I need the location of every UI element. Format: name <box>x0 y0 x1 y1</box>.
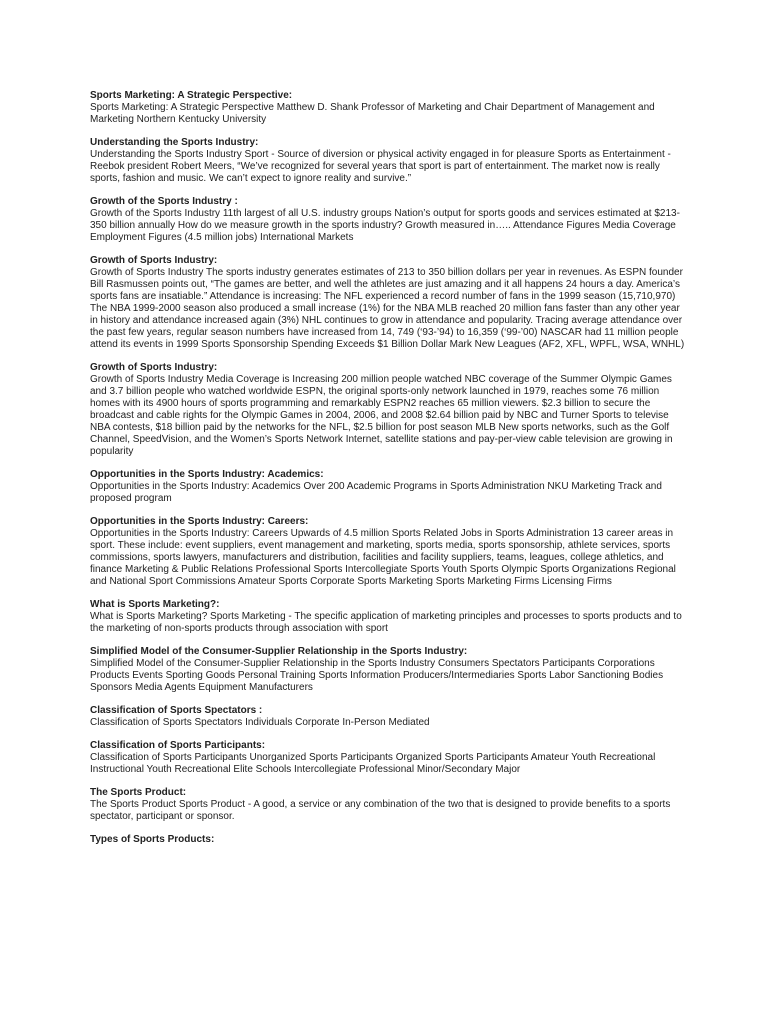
section-growth-industry <box>90 196 690 244</box>
section-heading: Opportunities in the Sports Industry: Careers: <box>90 516 309 527</box>
section-growth-attendance <box>90 255 690 351</box>
section-heading: What is Sports Marketing?: <box>90 599 220 610</box>
section-text: Opportunities in the Sports Industry: Careers Upwards of 4.5 million Sports Related Jobs in Sports Administration 13 career areas in sport. These include: event suppliers, event management and marketing, sports media, sports sponsorship, athlete services, sports commissions, sports lawyers, manufacturers and distribution, facilities and facility suppliers, teams, leagues, college athletics, and finance Marketing & Public Relations Professional Sports Intercollegiate Sports Youth Sports Olympic Sports Organizations Regional and National Sport Commissions Amateur Sports Corporate Sports Marketing Sports Marketing Firms Licensing Firms <box>90 528 676 587</box>
section-heading: Types of Sports Products: <box>90 834 215 845</box>
section-text: Growth of Sports Industry The sports industry generates estimates of 213 to 350 billion dollars per year in revenues. As ESPN founder Bill Rasmussen points out, “The games are better, and well the athletes are just amazing and it all happens 24 hours a day. America’s sports fans are insatiable.” Attendance is increasing: The NFL experienced a record number of fans in the 1999 season (15,710,970) The NBA 1999-2000 season also produced a small increase (1%) for the NBA MLB reached 20 million fans faster than any other year in history and attendance increased again (3%) NHL continues to grow in attendance and popularity. Tracing average attendance over the past few years, regular season numbers have increased from 14, 749 (‘93-’94) to 16,359 (‘99-’00) NASCAR had 11 million people attend its events in 1999 Sports Sponsorship Spending Exceeds $1 Billion Dollar Mark New Leagues (AF2, XFL, WPFL, WSA, WNHL) <box>90 267 685 350</box>
section-text: Classification of Sports Spectators Individuals Corporate In-Person Mediated <box>90 717 430 728</box>
section-text: What is Sports Marketing? Sports Marketing - The specific application of marketing principles and processes to sports products and to the marketing of non-sports products through association with sport <box>90 611 682 634</box>
section-text: Simplified Model of the Consumer-Supplier Relationship in the Sports Industry Consumers Spectators Participants Corporations Products Events Sporting Goods Personal Training Sports Information Producers/Intermediaries Sports Labor Sanctioning Bodies Sponsors Media Agents Equipment Manufacturers <box>90 658 664 693</box>
section-heading: Growth of Sports Industry: <box>90 362 218 373</box>
section-heading: Growth of Sports Industry: <box>90 255 218 266</box>
section-what-is-sports-marketing <box>90 599 690 635</box>
section-text: Understanding the Sports Industry Sport - Source of diversion or physical activity engaged in for pleasure Sports as Entertainment - Reebok president Robert Meers, “We’ve recognized for several years that sport is part of entertainment. The market now is really sports, fashion and music. We can’t expect to ignore reality and survive.” <box>90 149 671 184</box>
section-spectators <box>90 705 690 729</box>
section-opportunities-academics <box>90 469 690 505</box>
document-page <box>90 90 690 857</box>
section-heading: Simplified Model of the Consumer-Supplier Relationship in the Sports Industry: <box>90 646 468 657</box>
section-opportunities-careers <box>90 516 690 588</box>
section-text: Classification of Sports Participants Unorganized Sports Participants Organized Sports Participants Amateur Youth Recreational Instructional Youth Recreational Elite Schools Intercollegiate Professional Minor/Secondary Major <box>90 752 656 775</box>
section-heading: Understanding the Sports Industry: <box>90 137 259 148</box>
section-types-of-products <box>90 834 690 846</box>
section-consumer-supplier-model <box>90 646 690 694</box>
section-strategic-perspective <box>90 90 690 126</box>
section-text: The Sports Product Sports Product - A good, a service or any combination of the two that is designed to provide benefits to a sports spectator, participant or sponsor. <box>90 799 671 822</box>
section-text: Opportunities in the Sports Industry: Academics Over 200 Academic Programs in Sports Administration NKU Marketing Track and proposed program <box>90 481 662 504</box>
section-text: Growth of Sports Industry Media Coverage is Increasing 200 million people watched NBC coverage of the Summer Olympic Games and 3.7 billion people who watched worldwide ESPN, the original sports-only network launched in 1979, reaches some 76 million homes with its 4900 hours of sports programming and remarkably ESPN2 reaches 65 million viewers. $2.3 billion to secure the broadcast and cable rights for the Olympic Games in 2004, 2006, and 2008 $2.64 billion paid by NBC and Turner Sports to televise NBA contests, $18 billion paid by the networks for the NFL, $2.5 billion for post season MLB New sports networks, such as the Golf Channel, SpeedVision, and the Women’s Sports Network Internet, satellite stations and pay-per-view cable television are growing in popularity <box>90 374 673 457</box>
section-understanding-industry <box>90 137 690 185</box>
section-heading: The Sports Product: <box>90 787 187 798</box>
section-heading: Classification of Sports Spectators : <box>90 705 263 716</box>
section-heading: Classification of Sports Participants: <box>90 740 266 751</box>
section-heading: Growth of the Sports Industry : <box>90 196 238 207</box>
section-heading: Sports Marketing: A Strategic Perspective: <box>90 90 293 101</box>
section-text: Sports Marketing: A Strategic Perspective Matthew D. Shank Professor of Marketing and Chair Department of Management and Marketing Northern Kentucky University <box>90 102 655 125</box>
section-heading: Opportunities in the Sports Industry: Academics: <box>90 469 324 480</box>
section-growth-media <box>90 362 690 458</box>
section-text: Growth of the Sports Industry 11th largest of all U.S. industry groups Nation’s output for sports goods and services estimated at $213-350 billion annually How do we measure growth in the sports industry? Growth measured in….. Attendance Figures Media Coverage Employment Figures (4.5 million jobs) International Markets <box>90 208 680 243</box>
section-sports-product <box>90 787 690 823</box>
section-participants <box>90 740 690 776</box>
